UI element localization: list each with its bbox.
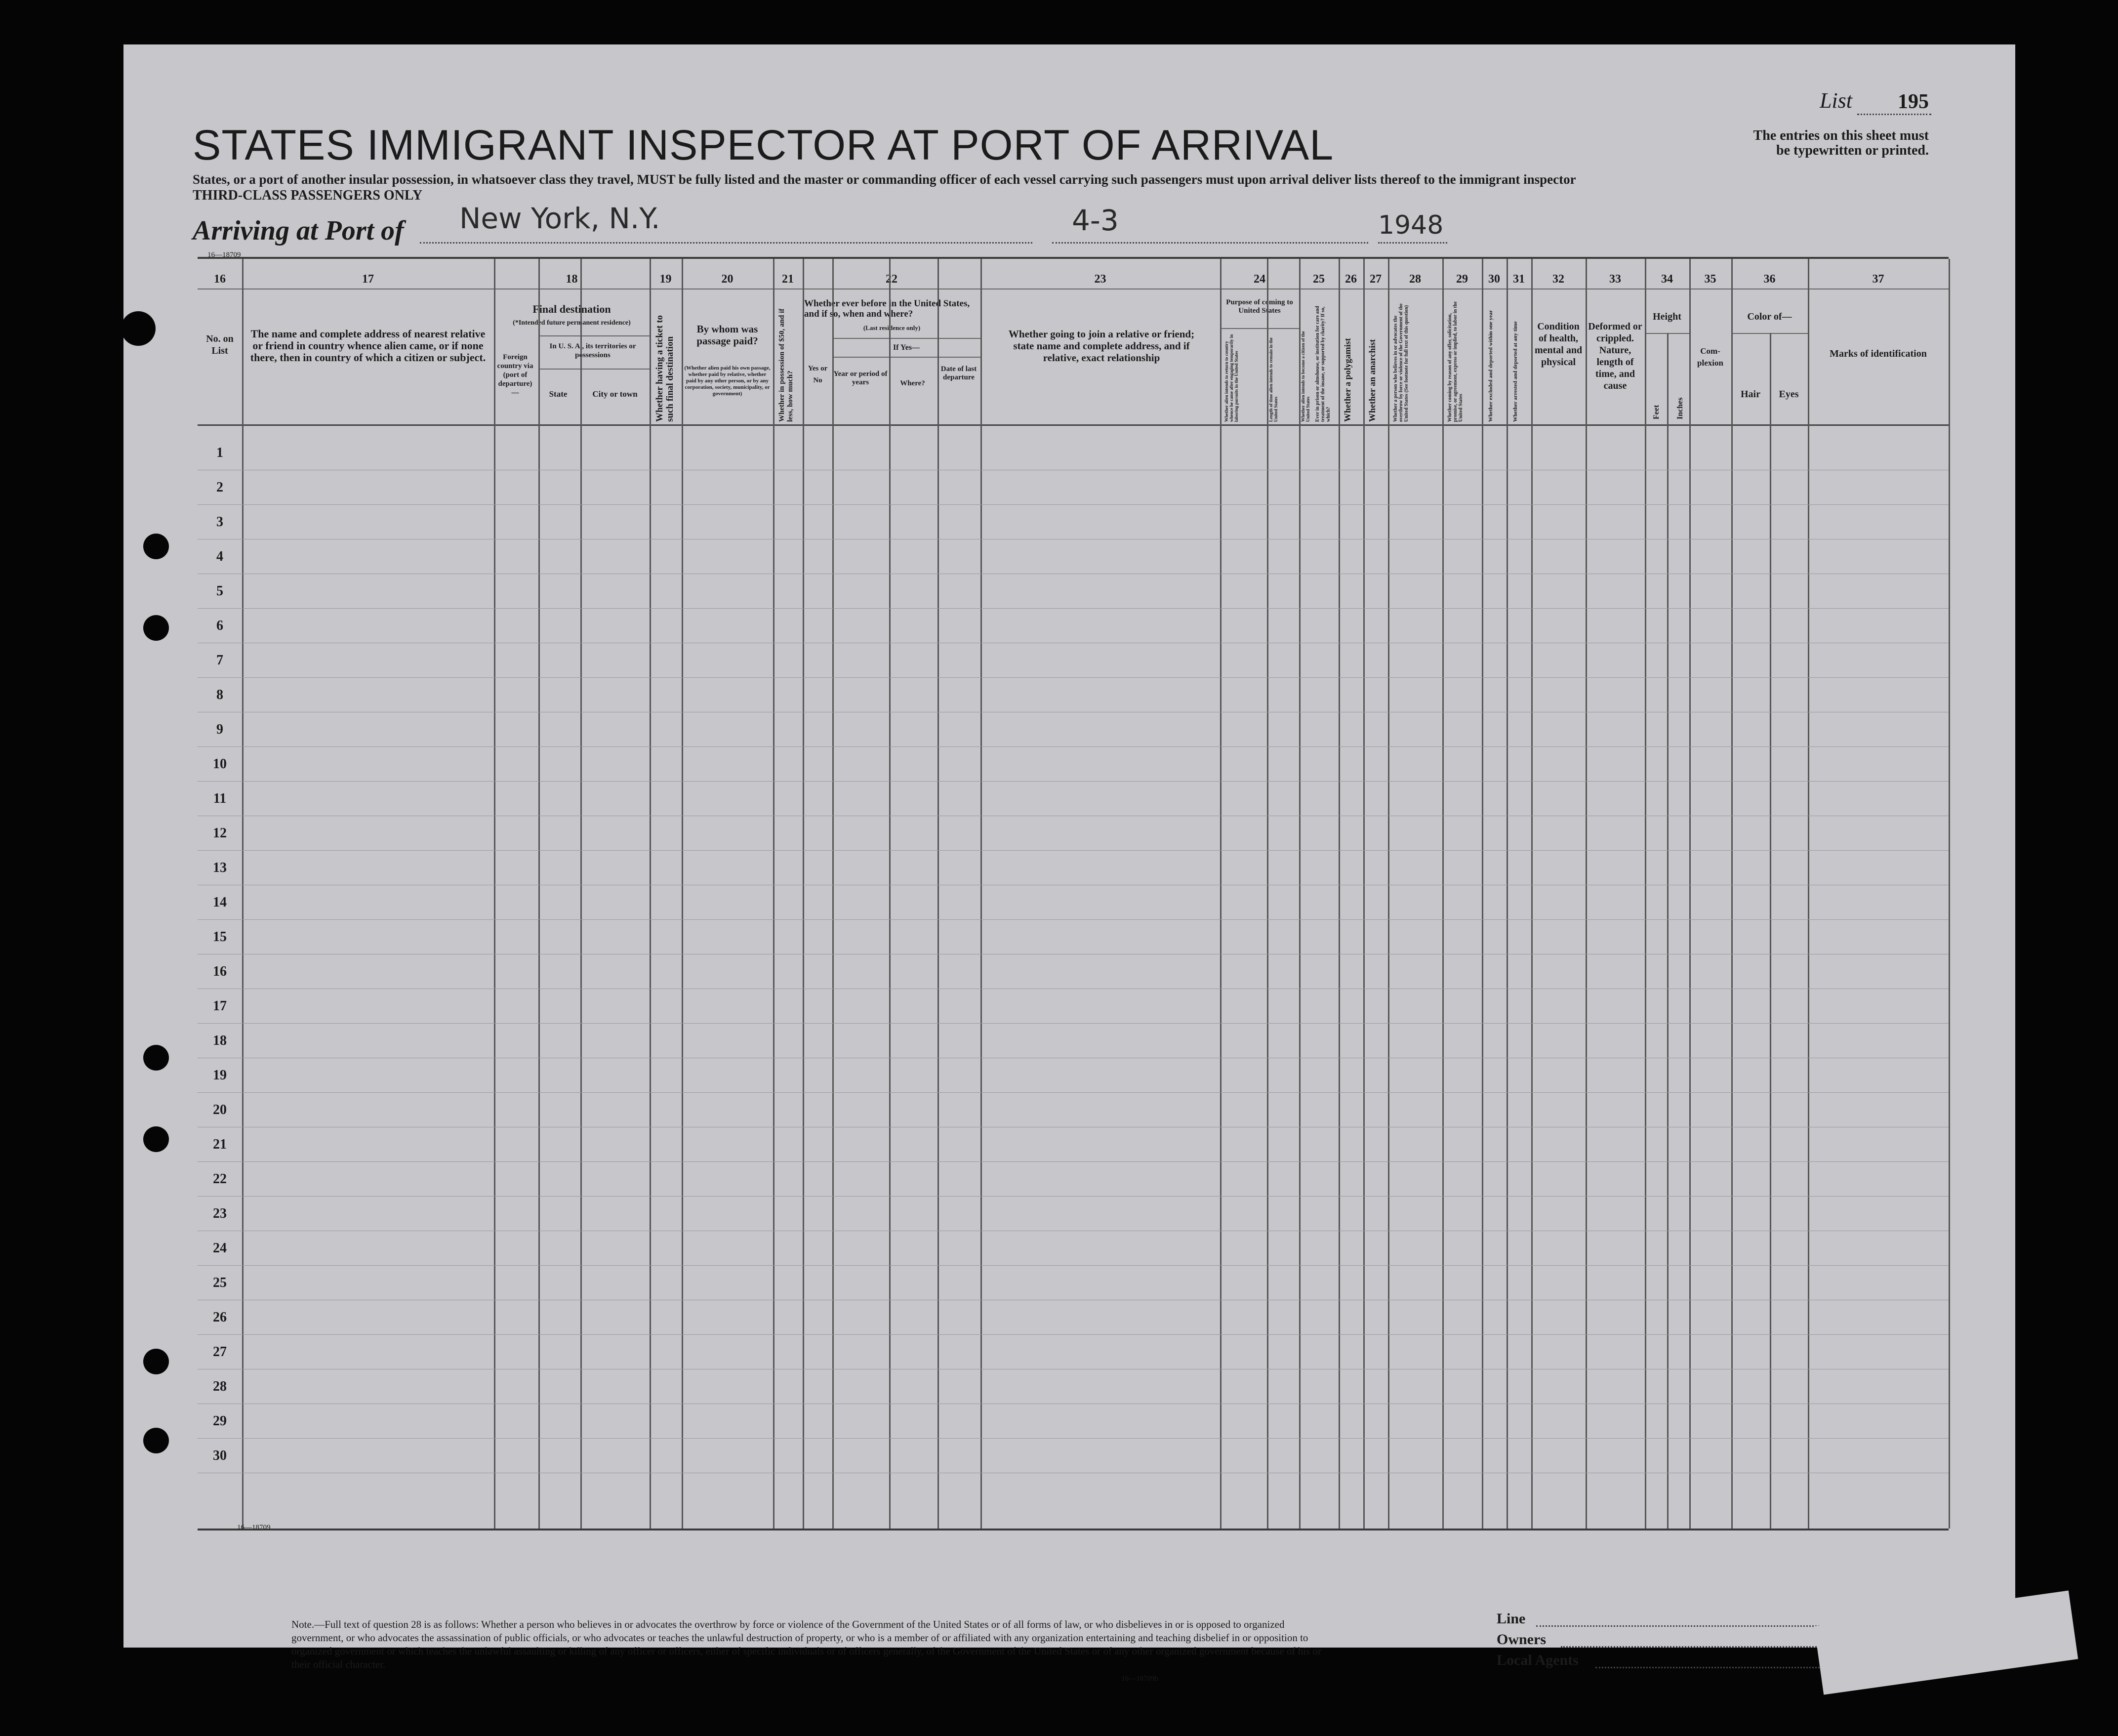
col-16-label: No. on List [206,333,234,356]
col-29-label: Whether coming by reason of any offer, solicitation, promise, or agreement, express or implied, to labor in the United States [1447,301,1464,422]
col-sep [494,259,495,1529]
date-line [1052,242,1368,244]
col-22-ifyes: If Yes— [893,343,920,352]
header-divider [198,424,1949,426]
col-23-label: Whether going to join a relative or friend; state name and complete address, and if relative, exact relationship [1008,328,1195,364]
local-agents-field [1595,1667,1882,1668]
col-sep [1482,259,1483,1529]
col-sep [1507,259,1508,1529]
col-sep [1808,259,1809,1529]
col-37-label: Marks of identification [1830,348,1927,359]
row-number: 12 [213,826,227,841]
col-27-num: 27 [1370,273,1382,286]
table-row [198,1196,1949,1197]
col-sep [832,259,834,1529]
owners-field [1561,1646,1882,1648]
col-sep [1442,259,1444,1529]
row-number: 21 [213,1137,227,1152]
col-18-num: 18 [566,273,578,286]
list-label: List [1819,88,1852,113]
col-sep [1586,259,1587,1529]
col-18-city: City or town [592,389,638,399]
col-20-sub: (Whether alien paid his own passage, whether paid by relative, whether paid by any other person, or by any corporation, society, municipality, or government) [684,365,771,397]
port-handwritten: New York, N.Y. [459,202,660,235]
row-number: 18 [213,1033,227,1048]
col-22-period: Year or period of years [833,370,888,386]
col-sep [580,259,582,1529]
col-22-sub: (Last residence only) [863,324,921,331]
table-row [198,781,1949,782]
row-number: 16 [213,964,227,979]
col-31-num: 31 [1513,273,1525,286]
col-35-num: 35 [1704,273,1716,286]
col-24-b: Length of time alien intends to remain in the United States [1268,337,1278,422]
date-handwritten: 4-3 [1072,204,1119,237]
table-row [198,1438,1949,1439]
col-sep [1667,333,1669,1529]
col-sep [803,259,804,1529]
table-row [198,504,1949,505]
col-sep [1220,259,1222,1529]
col-33-num: 33 [1609,273,1621,286]
col-sep [650,259,651,1529]
entries-note-line1: The entries on this sheet must [1753,128,1929,143]
col-20-num: 20 [721,273,733,286]
arriving-label: Arriving at Port of [193,215,404,246]
col-34-label: Height [1653,311,1681,322]
punch-hole [143,1126,169,1152]
row-number: 19 [213,1068,227,1083]
footnote-code: 16—18709b [1121,1675,1158,1683]
col-22-subline [832,338,980,339]
col-18-foreign: Foreign country via (port of departure)— [497,353,533,397]
table-row [198,1092,1949,1093]
punch-hole [143,1428,169,1453]
row-number: 2 [216,480,223,495]
col-37-num: 37 [1872,273,1884,286]
col-33-label: Deformed or crippled. Nature, length of time, and cause [1588,321,1642,391]
col-sep [1339,259,1340,1529]
col-19-num: 19 [659,273,672,286]
col-sep [1770,333,1771,1529]
col-sep [1731,259,1733,1529]
row-number: 25 [213,1275,227,1290]
col-21-num: 21 [782,273,794,286]
col-24-subline [1220,328,1299,329]
port-line [420,242,1032,244]
row-number: 1 [216,445,223,460]
col-sep [889,259,891,1529]
col-22-yesno: Yes or No [808,365,828,384]
col-22-subline2 [832,357,980,358]
row-number: 13 [213,860,227,875]
table-row [198,850,1949,851]
col-17-label: The name and complete address of nearest relative or friend in country whence alien came, or if none there, then in country of which a citizen or subject. [250,328,486,364]
row-number: 23 [213,1206,227,1221]
punch-hole [143,534,169,559]
punch-hole [143,1349,169,1374]
row-number: 22 [213,1171,227,1187]
punch-hole [143,615,169,641]
col-sep [242,259,244,1529]
col-22-num: 22 [886,273,897,286]
col-36-num: 36 [1763,273,1776,286]
col-34-feet: Feet [1652,405,1661,419]
row-number: 9 [216,722,223,737]
col-29-num: 29 [1456,273,1468,286]
col-22-where: Where? [900,379,925,387]
col-sep [1388,259,1389,1529]
col-28-label: Whether a person who believes in or advocates the overthrow by force or violence of the Government of the United States (See footnote for full text of this question) [1393,303,1409,422]
col-35-label: Com-plexion [1697,346,1723,368]
table-row [198,608,1949,609]
punch-hole [121,311,156,346]
row-number: 5 [216,583,223,599]
col-sep [1689,259,1691,1529]
col-30-num: 30 [1488,273,1500,286]
col-34-inches: Inches [1676,397,1684,419]
entries-note-line2: be typewritten or printed. [1776,143,1929,158]
col-31-label: Whether arrested and deported at any time [1512,321,1518,422]
col-16-num: 16 [214,273,226,286]
row-number: 8 [216,687,223,703]
col-22-date: Date of last departure [940,365,977,381]
col-22-label: Whether ever before in the United States, and if so, when and where? [804,298,970,319]
table-row [198,677,1949,678]
col-sep [1363,259,1365,1529]
col-20-label: By whom was passage paid? [696,323,758,347]
col-24-label: Purpose of coming to United States [1226,298,1293,315]
col-25-label: Ever in prison or almshouse, or institution for care and treatment of the insane, or supported by charity? If so, which? [1315,306,1331,422]
row-number: 15 [213,929,227,945]
table-row [198,1023,1949,1024]
col-36-label: Color of— [1747,311,1792,322]
list-number-line [1857,114,1931,115]
col-28-num: 28 [1409,273,1421,286]
row-number: 10 [213,756,227,772]
table-row [198,919,1949,920]
line-field [1536,1625,1882,1627]
manifest-table [198,257,1949,1530]
year-line [1378,242,1447,244]
col-sep [1531,259,1533,1529]
col-34-num: 34 [1661,273,1673,286]
manifest-sheet [123,44,2015,1683]
col-17-num: 17 [362,273,374,286]
col-18-sub: (*Intended future permanent residence) [513,319,631,327]
owners-label: Owners [1497,1631,1546,1648]
row-number: 20 [213,1102,227,1117]
col-19-label: Whether having a ticket to such final destination [654,315,675,422]
col-sep [1267,259,1268,1529]
col-24-num: 24 [1254,273,1265,286]
col-sep [1299,259,1301,1529]
col-23-num: 23 [1094,273,1106,286]
col-36-eyes: Eyes [1779,389,1799,400]
col-sep [937,259,939,1529]
col-32-label: Condition of health, mental and physical [1534,321,1583,368]
table-row [198,1334,1949,1335]
row-number: 3 [216,514,223,530]
col-sep [538,259,540,1529]
form-code-top: 16—18709 [207,251,241,259]
intro-text: States, or a port of another insular possession, in whatsoever class they travel, MUST be fully listed and the master or commanding officer of each vessel carrying such passengers must upon arrival deliver lists thereof to the immigrant inspector [193,172,1576,187]
col-36-hair: Hair [1741,389,1760,400]
row-number: 17 [213,998,227,1014]
row-number: 11 [213,791,227,806]
row-number: 14 [213,895,227,910]
col-24-a: Whether alien intends to return to country whence he came after engaging temporarily in laboring pursuits in the United States [1224,334,1239,422]
table-row [198,1161,1949,1162]
col-21-label: Whether in possession of $50, and if less, how much? [778,308,794,422]
table-row [198,1265,1949,1266]
row-number: 6 [216,618,223,633]
col-18-label: Final destination [532,303,611,315]
local-agents-label: Local Agents [1497,1652,1579,1668]
col-24-c: Whether alien intends to become a citizen of the United States [1301,331,1310,422]
entries-note [1753,128,1929,158]
col-26-num: 26 [1345,273,1357,286]
col-26-label: Whether a polygamist [1343,338,1352,422]
row-number: 4 [216,549,223,564]
footnote: Note.—Full text of question 28 is as follows: Whether a person who believes in or advocates the overthrow by force or violence of the Government of the United States or of all forms of law, or who disbelieves in or is opposed to organized government, or who advocates the assassination of public officials, or who advocates or teaches the unlawful destruction of property, or who is a member of or affiliated with any organization entertaining and teaching disbelief in or opposition to organized government or which teaches the unlawful assaulting or killing of any officer or officers, either of specific individuals or of officers generally, of the Government of the United States or of any other organized government because of his or their official character. [291,1618,1321,1670]
col-27-label: Whether an anarchist [1367,339,1377,422]
row-number: 29 [213,1413,227,1429]
row-number: 24 [213,1240,227,1256]
row-number: 7 [216,653,223,668]
col-30-label: Whether excluded and deported within one year [1488,310,1494,422]
third-class-note: THIRD-CLASS PASSENGERS ONLY [193,188,423,203]
row-number: 30 [213,1448,227,1463]
col-sep [1645,259,1646,1529]
line-label: Line [1497,1611,1526,1627]
punch-hole [143,1045,169,1071]
col-18-state: State [549,389,568,399]
col-18-subline [538,335,650,336]
table-row [198,746,1949,747]
row-number: 27 [213,1344,227,1360]
col-sep [980,259,982,1529]
col-sep [773,259,774,1529]
col-25-num: 25 [1313,273,1325,286]
row-number: 28 [213,1379,227,1394]
form-code-bottom: 16—18709 [237,1524,271,1531]
row-number: 26 [213,1310,227,1325]
col-32-num: 32 [1552,273,1564,286]
list-number: 195 [1898,90,1929,113]
col-18-usa: In U. S. A., its territories or possessions [549,342,636,359]
col-sep [682,259,683,1529]
year: 1948 [1378,210,1444,240]
form-title: STATES IMMIGRANT INSPECTOR AT PORT OF ARRIVAL [193,122,1334,169]
col-18-subline2 [538,369,650,370]
col-sep [1949,259,1950,1529]
